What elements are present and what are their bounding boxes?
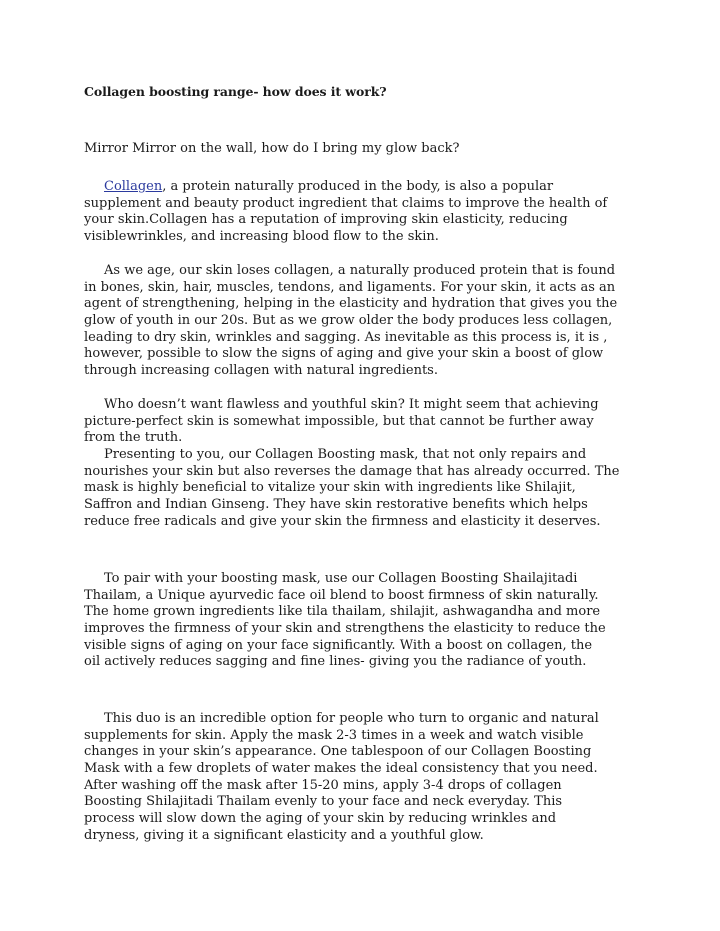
paragraph-line: oil actively reduces sagging and fine lines- giving you the radiance of youth. [84,654,587,670]
paragraph-line: mask is highly beneficial to vitalize your skin with ingredients like Shilajit, [84,480,576,496]
paragraph-line [84,179,644,196]
paragraph-line: glow of youth in our 20s. But as we grow older the body produces less collagen, [84,313,613,329]
paragraph-line: This duo is an incredible option for people who turn to organic and natural [104,711,599,726]
paragraph-line-text: , a protein naturally produced in the body, is also a popular [162,179,554,194]
paragraph-line: in bones, skin, hair, muscles, tendons, and ligaments. For your skin, it acts as an [84,279,616,295]
paragraph-line: changes in your skin’s appearance. One tablespoon of our Collagen Boosting [84,744,592,760]
paragraph-line: Who doesn’t want flawless and youthful skin? It might seem that achieving [104,397,599,412]
paragraph-aging [84,263,644,380]
collagen-link[interactable]: Collagen [104,179,163,194]
paragraph-line: reduce free radicals and give your skin the firmness and elasticity it deserves. [84,513,601,529]
paragraph-line: leading to dry skin, wrinkles and sagging. As inevitable as this process is, it is , [84,329,608,345]
paragraph-collagen-intro [84,179,644,246]
paragraph-line: To pair with your boosting mask, use our Collagen Boosting Shailajitadi [104,571,578,586]
paragraph-line: visible signs of aging on your face significantly. With a boost on collagen, the [84,637,593,653]
paragraph-line: Presenting to you, our Collagen Boosting mask, that not only repairs and [104,447,587,463]
paragraph-line: picture-perfect skin is somewhat impossible, but that cannot be further away [84,413,594,429]
paragraph-line: nourishes your skin but also reverses the damage that has already occurred. The [84,463,620,479]
paragraph-line: visiblewrinkles, and increasing blood flow to the skin. [84,229,439,245]
paragraph-line: Thailam, a Unique ayurvedic face oil blend to boost firmness of skin naturally. [84,587,599,603]
paragraph-line: supplements for skin. Apply the mask 2-3 times in a week and watch visible [84,727,584,743]
paragraph-line: Mask with a few droplets of water makes the ideal consistency that you need. [84,761,598,777]
paragraph-line: however, possible to slow the signs of aging and give your skin a boost of glow [84,346,604,362]
paragraph-line: through increasing collagen with natural ingredients. [84,363,438,379]
document-subtitle: Mirror Mirror on the wall, how do I bring my glow back? [84,141,460,156]
document-title: Collagen boosting range- how does it work? [84,84,387,99]
paragraph-line: your skin.Collagen has a reputation of improving skin elasticity, reducing [84,212,568,228]
paragraph-line: improves the firmness of your skin and strengthens the elasticity to reduce the [84,621,606,637]
paragraph-flawless-skin [84,397,644,531]
paragraph-line: The home grown ingredients like tila thailam, shilajit, ashwagandha and more [84,604,601,620]
paragraph-line: Boosting Shilajitadi Thailam evenly to your face and neck everyday. This [84,794,563,810]
paragraph-line: Saffron and Indian Ginseng. They have skin restorative benefits which helps [84,497,588,513]
paragraph-line: supplement and beauty product ingredient that claims to improve the health of [84,195,608,211]
paragraph-line: agent of strengthening, helping in the elasticity and hydration that gives you the [84,296,618,312]
paragraph-line: After washing off the mask after 15-20 mins, apply 3-4 drops of collagen [84,777,562,793]
paragraph-line: from the truth. [84,430,183,446]
paragraph-line: As we age, our skin loses collagen, a naturally produced protein that is found [104,263,616,278]
paragraph-line: dryness, giving it a significant elasticity and a youthful glow. [84,827,484,843]
paragraph-line: process will slow down the aging of your skin by reducing wrinkles and [84,811,557,827]
paragraph-face-oil [84,571,644,671]
paragraph-usage [84,711,644,845]
